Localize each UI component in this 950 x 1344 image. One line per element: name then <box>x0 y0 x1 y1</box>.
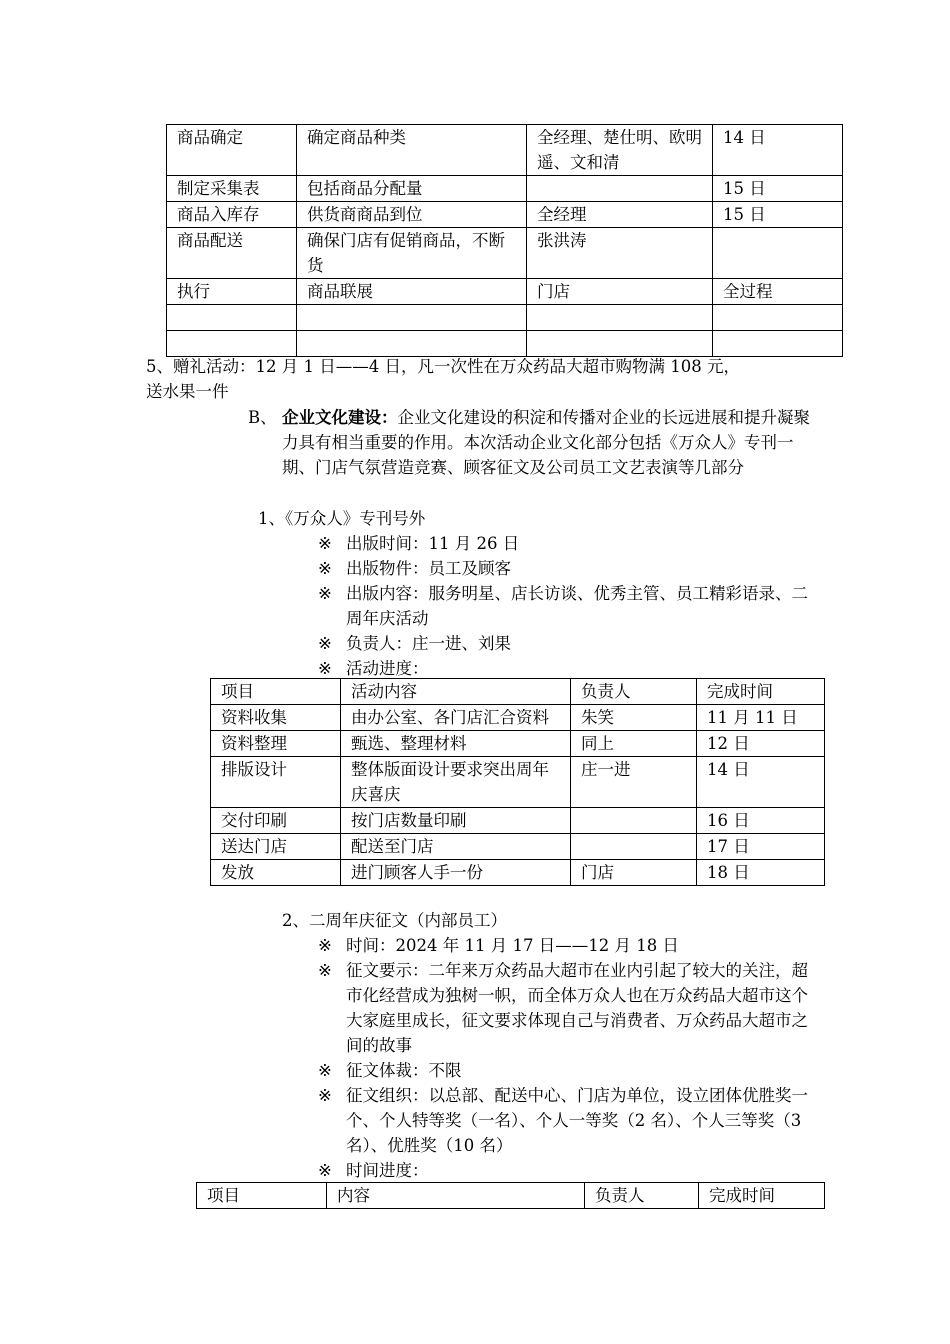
item1-title: 1、《万众人》专刊号外 <box>258 509 426 528</box>
table-cell: 朱笑 <box>571 705 697 731</box>
table-cell: 门店 <box>527 279 713 305</box>
column-header: 完成时间 <box>697 679 825 705</box>
item2-bullet-0 <box>318 933 346 958</box>
item1-bullet-3 <box>318 631 346 656</box>
column-header: 负责人 <box>585 1183 699 1209</box>
gift-activity-line-2: 送水果一件 <box>146 382 229 401</box>
item2-bullet-4 <box>318 1158 346 1183</box>
table-cell <box>571 834 697 860</box>
table-cell <box>713 305 843 331</box>
section-b-heading: 企业文化建设： <box>282 408 398 427</box>
table-cell: 送达门店 <box>211 834 341 860</box>
table-header-row <box>211 679 825 705</box>
publication-schedule-table <box>210 678 825 886</box>
table-cell: 18 日 <box>697 860 825 886</box>
column-header: 内容 <box>327 1183 585 1209</box>
table-row <box>211 731 825 757</box>
section-b-paragraph <box>282 405 810 480</box>
bullet-mark-icon: ※ <box>318 961 332 980</box>
column-header: 活动内容 <box>341 679 571 705</box>
table-cell: 包括商品分配量 <box>297 176 527 202</box>
item1-bullet-text-4: 活动进度： <box>346 659 429 678</box>
bullet-mark-icon: ※ <box>318 584 332 603</box>
table-cell <box>167 331 297 357</box>
table-row <box>167 125 843 176</box>
item2-bullet-text-1: 征文要示：二年来万众药品大超市在业内引起了较大的关注，超市化经营成为独树一帜，而全体万众人也在万众药品大超市这个大家庭里成长，征文要求体现自己与消费者、万众药品大超市之间的故事 <box>346 961 808 1055</box>
table-row <box>167 176 843 202</box>
bullet-mark-icon: ※ <box>318 1161 332 1180</box>
item2-bullet-1 <box>318 958 346 983</box>
table-cell: 商品联展 <box>297 279 527 305</box>
table-cell: 进门顾客人手一份 <box>341 860 571 886</box>
table-cell: 17 日 <box>697 834 825 860</box>
table-cell: 12 日 <box>697 731 825 757</box>
table-cell: 15 日 <box>713 202 843 228</box>
item1-bullet-text-3: 负责人：庄一进、刘果 <box>346 634 511 653</box>
item1-bullet-2 <box>318 581 346 606</box>
column-header: 项目 <box>211 679 341 705</box>
table-cell: 同上 <box>571 731 697 757</box>
table-cell: 张洪涛 <box>527 228 713 279</box>
item1-bullet-text-1: 出版物件：员工及顾客 <box>346 559 511 578</box>
table-row <box>211 757 825 808</box>
table-row <box>211 860 825 886</box>
item2-bullet-text-0: 时间：2024 年 11 月 17 日——12 月 18 日 <box>346 936 679 955</box>
table-cell: 由办公室、各门店汇合资料 <box>341 705 571 731</box>
table-row <box>211 808 825 834</box>
table-cell: 庄一进 <box>571 757 697 808</box>
item2-bullet-text-2: 征文体裁：不限 <box>346 1061 462 1080</box>
table-cell: 发放 <box>211 860 341 886</box>
table-cell: 供货商商品到位 <box>297 202 527 228</box>
table-cell: 确定商品种类 <box>297 125 527 176</box>
table-cell <box>713 331 843 357</box>
item2-bullet-3 <box>318 1083 346 1108</box>
table-cell: 执行 <box>167 279 297 305</box>
product-schedule-table <box>166 124 843 357</box>
table-cell: 商品入库存 <box>167 202 297 228</box>
bullet-mark-icon: ※ <box>318 659 332 678</box>
table-row <box>167 202 843 228</box>
column-header: 完成时间 <box>699 1183 825 1209</box>
table-row <box>211 834 825 860</box>
table-cell: 资料收集 <box>211 705 341 731</box>
table-cell: 全经理 <box>527 202 713 228</box>
table-row <box>167 331 843 357</box>
table-cell: 交付印刷 <box>211 808 341 834</box>
item2-bullet-2 <box>318 1058 346 1083</box>
table-cell: 16 日 <box>697 808 825 834</box>
table-cell: 商品配送 <box>167 228 297 279</box>
bullet-mark-icon: ※ <box>318 559 332 578</box>
table-cell <box>297 331 527 357</box>
table-cell: 15 日 <box>713 176 843 202</box>
table-cell: 14 日 <box>697 757 825 808</box>
table-cell: 11 月 11 日 <box>697 705 825 731</box>
table-cell: 门店 <box>571 860 697 886</box>
section-b-prefix: B、 <box>248 408 277 427</box>
bullet-mark-icon: ※ <box>318 1086 332 1105</box>
table-cell <box>527 331 713 357</box>
table-cell <box>713 228 843 279</box>
item1-bullet-text-2: 出版内容：服务明星、店长访谈、优秀主管、员工精彩语录、二周年庆活动 <box>346 584 808 628</box>
table-cell: 全过程 <box>713 279 843 305</box>
column-header: 项目 <box>197 1183 327 1209</box>
table-row <box>167 279 843 305</box>
table-cell: 商品确定 <box>167 125 297 176</box>
table-cell: 配送至门店 <box>341 834 571 860</box>
table-cell: 按门店数量印刷 <box>341 808 571 834</box>
table-cell: 排版设计 <box>211 757 341 808</box>
essay-schedule-table <box>196 1182 825 1209</box>
bullet-mark-icon: ※ <box>318 1061 332 1080</box>
item2-bullet-text-3: 征文组织：以总部、配送中心、门店为单位，设立团体优胜奖一个、个人特等奖（一名）、个人一等奖（2 名）、个人三等奖（3 名）、优胜奖（10 名） <box>346 1086 808 1155</box>
item2-title: 2、二周年庆征文（内部员工） <box>282 911 507 930</box>
table-cell <box>527 305 713 331</box>
item1-bullet-text-0: 出版时间：11 月 26 日 <box>346 534 520 553</box>
table-cell: 14 日 <box>713 125 843 176</box>
table-cell: 资料整理 <box>211 731 341 757</box>
gift-activity-line-1: 5、赠礼活动：12 月 1 日——4 日，凡一次性在万众药品大超市购物满 108 元， <box>146 357 740 376</box>
table-cell <box>527 176 713 202</box>
column-header: 负责人 <box>571 679 697 705</box>
section-b-body: 企业文化建设的积淀和传播对企业的长远进展和提升凝聚力具有相当重要的作用。本次活动企业文化部分包括《万众人》专刊一期、门店气氛营造竞赛、顾客征文及公司员工文艺表演等几部分 <box>282 408 810 477</box>
table-cell <box>297 305 527 331</box>
table-cell: 制定采集表 <box>167 176 297 202</box>
table-row <box>211 705 825 731</box>
table-header-row <box>197 1183 825 1209</box>
table-cell: 全经理、楚仕明、欧明遥、文和清 <box>527 125 713 176</box>
item1-bullet-0 <box>318 531 346 556</box>
table-row <box>167 305 843 331</box>
item1-bullet-1 <box>318 556 346 581</box>
bullet-mark-icon: ※ <box>318 534 332 553</box>
bullet-mark-icon: ※ <box>318 936 332 955</box>
table-cell: 整体版面设计要求突出周年庆喜庆 <box>341 757 571 808</box>
table-cell: 确保门店有促销商品，不断货 <box>297 228 527 279</box>
table-cell <box>571 808 697 834</box>
table-cell <box>167 305 297 331</box>
item2-bullet-text-4: 时间进度： <box>346 1161 429 1180</box>
table-cell: 甄选、整理材料 <box>341 731 571 757</box>
bullet-mark-icon: ※ <box>318 634 332 653</box>
table-row <box>167 228 843 279</box>
